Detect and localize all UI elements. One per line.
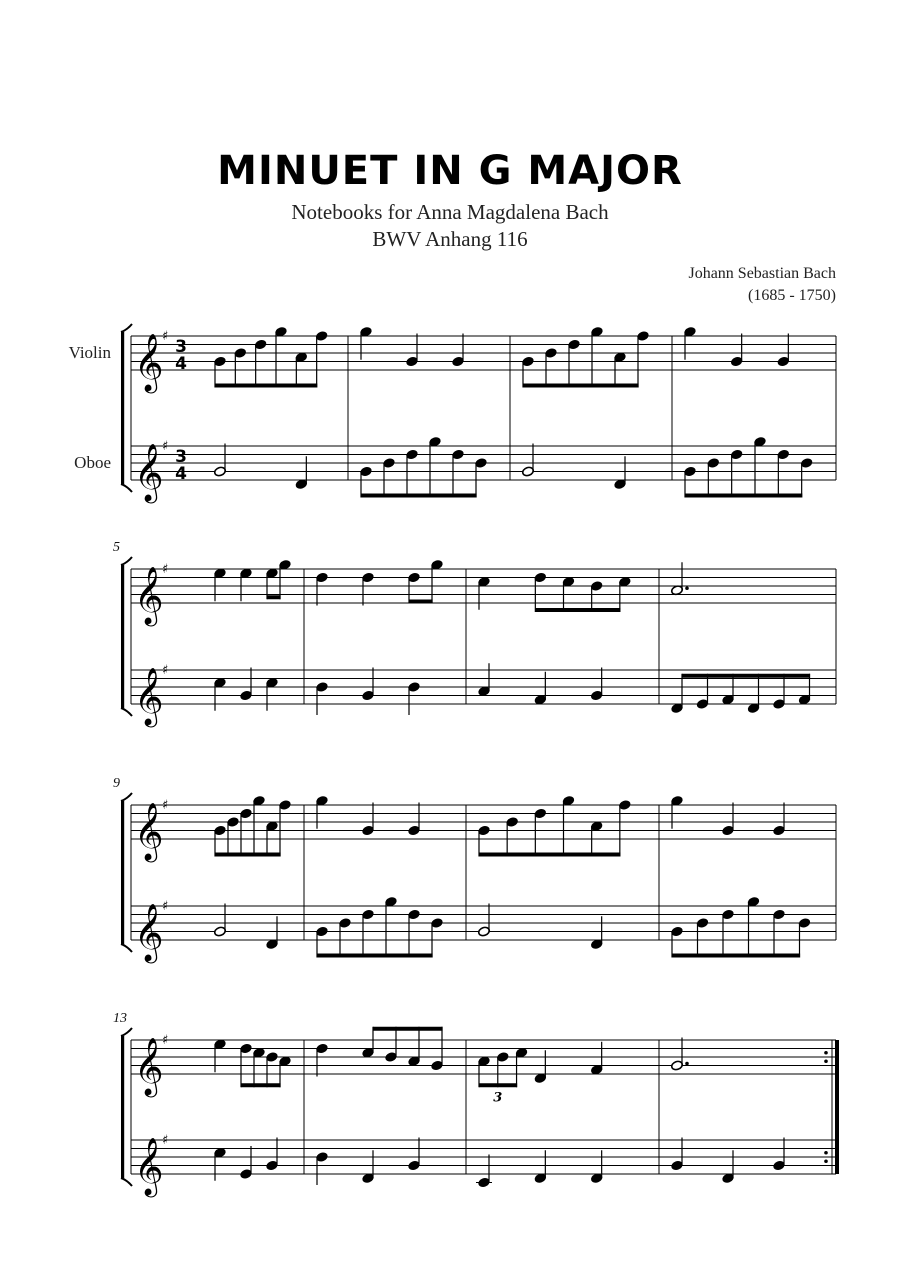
bracket-top-hook — [121, 324, 132, 332]
system-bracket — [121, 801, 124, 944]
key-signature-sharp: ♯ — [162, 899, 169, 914]
beam — [241, 1083, 281, 1087]
violin-measure-10 — [316, 795, 421, 836]
oboe-measure-6 — [316, 668, 421, 716]
oboe-staff — [74, 436, 836, 504]
key-signature-sharp: ♯ — [162, 562, 169, 577]
beam — [215, 384, 317, 388]
violin-measure-2 — [360, 326, 465, 367]
system-bracket — [121, 565, 124, 708]
oboe-measure-10 — [316, 896, 444, 957]
beam — [535, 608, 620, 612]
key-signature-sharp: ♯ — [162, 439, 169, 454]
system-3 — [113, 776, 836, 964]
system-bracket — [121, 1036, 124, 1178]
bracket-top-hook — [121, 557, 132, 565]
subtitle-source: Notebooks for Anna Magdalena Bach — [291, 200, 609, 224]
key-signature-sharp: ♯ — [162, 329, 169, 344]
triplet-label: 3 — [493, 1090, 503, 1106]
violin-staff — [131, 795, 836, 863]
violin-measure-13 — [214, 1039, 292, 1088]
beam — [317, 954, 433, 958]
violin-measure-4 — [684, 326, 790, 367]
bracket-top-hook — [121, 793, 132, 801]
bracket-bottom-hook — [121, 708, 132, 716]
oboe-measure-16 — [671, 1138, 786, 1184]
oboe-measure-1 — [214, 444, 308, 490]
violin-measure-14 — [316, 1027, 444, 1077]
final-thick-barline — [835, 1040, 839, 1174]
violin-staff — [131, 1027, 836, 1106]
treble-clef: 𝄞 — [134, 802, 164, 860]
oboe-measure-11 — [478, 904, 603, 950]
key-signature-sharp: ♯ — [162, 798, 169, 813]
bracket-top-hook — [121, 1028, 132, 1036]
violin-measure-8 — [671, 562, 689, 596]
key-signature-sharp: ♯ — [162, 1133, 169, 1148]
repeat-dot — [824, 1051, 828, 1055]
beam — [373, 1027, 443, 1031]
violin-measure-9 — [214, 795, 292, 856]
piece-title: MINUET IN G MAJOR — [217, 148, 683, 194]
violin-measure-6 — [316, 559, 444, 605]
beam — [685, 494, 802, 498]
bracket-bottom-hook — [121, 1178, 132, 1186]
violin-measure-1 — [214, 326, 328, 387]
violin-staff — [131, 559, 836, 627]
violin-staff — [69, 326, 836, 394]
subtitle-catalogue: BWV Anhang 116 — [372, 227, 528, 251]
beam — [479, 1083, 517, 1087]
treble-clef: 𝄞 — [134, 903, 164, 961]
time-signature-denominator: 4 — [175, 354, 187, 374]
beam — [409, 600, 433, 604]
treble-clef: 𝄞 — [134, 443, 164, 501]
oboe-instrument-name: Oboe — [74, 453, 111, 472]
beam — [672, 954, 800, 958]
beam — [267, 595, 281, 599]
measure-number: 13 — [113, 1011, 127, 1026]
treble-clef: 𝄞 — [134, 667, 164, 725]
system-1 — [69, 324, 836, 504]
oboe-measure-2 — [360, 436, 488, 497]
beam — [479, 853, 620, 857]
system-bracket — [121, 332, 124, 484]
oboe-measure-4 — [684, 436, 813, 497]
treble-clef: 𝄞 — [134, 566, 164, 624]
measure-number: 9 — [113, 776, 120, 791]
oboe-measure-12 — [671, 896, 811, 957]
violin-measure-12 — [671, 795, 786, 836]
oboe-staff — [131, 1133, 836, 1198]
time-signature-numerator: 3 — [175, 337, 187, 357]
repeat-dot — [824, 1151, 828, 1155]
system-2 — [113, 540, 836, 728]
bracket-bottom-hook — [121, 484, 132, 492]
repeat-dot — [824, 1059, 828, 1063]
oboe-measure-8 — [671, 674, 811, 714]
oboe-staff — [131, 663, 836, 728]
beam — [682, 674, 810, 678]
beam — [361, 494, 477, 498]
time-signature-numerator: 3 — [175, 447, 187, 467]
treble-clef: 𝄞 — [134, 333, 164, 391]
violin-measure-3 — [522, 326, 650, 387]
bracket-bottom-hook — [121, 944, 132, 952]
oboe-measure-9 — [214, 904, 279, 950]
composer-dates: (1685 - 1750) — [748, 287, 836, 304]
violin-measure-11 — [478, 795, 632, 856]
measure-number: 5 — [113, 540, 120, 555]
system-4 — [113, 1011, 839, 1198]
treble-clef: 𝄞 — [134, 1037, 164, 1095]
dot — [685, 1062, 689, 1066]
treble-clef: 𝄞 — [134, 1137, 164, 1195]
repeat-dot — [824, 1159, 828, 1163]
beam — [523, 384, 639, 388]
key-signature-sharp: ♯ — [162, 663, 169, 678]
oboe-measure-3 — [522, 444, 627, 490]
oboe-staff — [131, 896, 836, 964]
beam — [215, 853, 281, 857]
oboe-measure-14 — [316, 1138, 421, 1186]
key-signature-sharp: ♯ — [162, 1033, 169, 1048]
composer-name: Johann Sebastian Bach — [688, 265, 836, 282]
time-signature-denominator: 4 — [175, 464, 187, 484]
oboe-measure-15 — [476, 1150, 603, 1188]
violin-instrument-name: Violin — [68, 343, 111, 362]
dot — [685, 586, 689, 590]
